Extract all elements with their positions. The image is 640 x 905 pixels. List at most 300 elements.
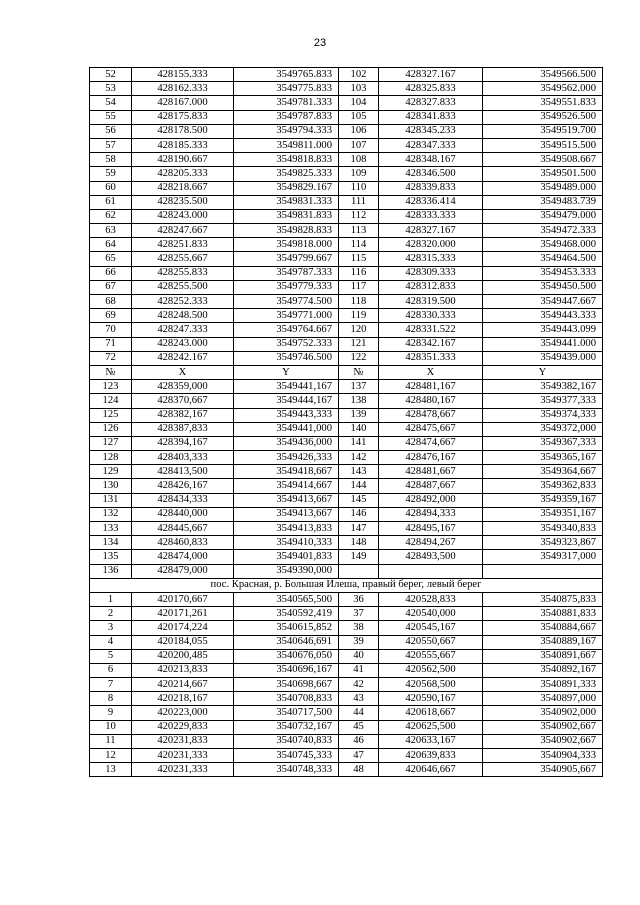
- table-row: [90, 408, 603, 422]
- x-coordinate-cell: 428205.333: [132, 167, 234, 181]
- x-coordinate-cell: 428434,333: [132, 493, 234, 507]
- x-coordinate-cell: 428370,667: [132, 394, 234, 408]
- point-number-cell: 10: [90, 720, 132, 734]
- y-coordinate-cell: 3549828.833: [234, 224, 339, 238]
- y-coordinate-cell: 3549447.667: [483, 295, 603, 309]
- point-number-cell: 127: [90, 436, 132, 450]
- y-coordinate-cell: 3549752.333: [234, 337, 339, 351]
- point-number-cell: 48: [339, 763, 379, 777]
- point-number-cell: 41: [339, 663, 379, 677]
- y-coordinate-cell: 3540748,333: [234, 763, 339, 777]
- x-coordinate-cell: 428359,000: [132, 380, 234, 394]
- y-coordinate-cell: 3549811.000: [234, 138, 339, 152]
- x-coordinate-cell: 420555,667: [379, 649, 483, 663]
- y-coordinate-cell: 3549362,833: [483, 479, 603, 493]
- y-coordinate-cell: 3540696,167: [234, 663, 339, 677]
- point-number-cell: 13: [90, 763, 132, 777]
- y-coordinate-cell: 3540745,333: [234, 749, 339, 763]
- table-row: [90, 323, 603, 337]
- x-coordinate-cell: 428476,167: [379, 451, 483, 465]
- x-coordinate-cell: 428403,333: [132, 451, 234, 465]
- y-coordinate-cell: 3549413,833: [234, 522, 339, 536]
- y-coordinate-cell: 3540740,833: [234, 734, 339, 748]
- point-number-cell: 1: [90, 592, 132, 606]
- y-coordinate-cell: 3549410,333: [234, 536, 339, 550]
- y-coordinate-cell: 3540884,667: [483, 621, 603, 635]
- point-number-cell: 122: [339, 351, 379, 365]
- point-number-cell: 141: [339, 436, 379, 450]
- x-coordinate-cell: 428494,333: [379, 507, 483, 521]
- x-coordinate-cell: 420639,833: [379, 749, 483, 763]
- x-coordinate-cell: 428341.833: [379, 110, 483, 124]
- table-row: [90, 692, 603, 706]
- point-number-cell: 54: [90, 96, 132, 110]
- x-coordinate-cell: 420550,667: [379, 635, 483, 649]
- point-number-cell: 66: [90, 266, 132, 280]
- y-coordinate-cell: 3540565,500: [234, 592, 339, 606]
- x-coordinate-cell: 428339.833: [379, 181, 483, 195]
- y-coordinate-cell: 3549364,667: [483, 465, 603, 479]
- x-coordinate-cell: 428247.333: [132, 323, 234, 337]
- x-coordinate-cell: 428327.167: [379, 224, 483, 238]
- point-number-cell: 123: [90, 380, 132, 394]
- y-coordinate-cell: 3549443.099: [483, 323, 603, 337]
- table-row: [90, 224, 603, 238]
- point-number-cell: 113: [339, 224, 379, 238]
- y-coordinate-cell: 3549443,333: [234, 408, 339, 422]
- x-coordinate-cell: 428347.333: [379, 138, 483, 152]
- table-row: [90, 635, 603, 649]
- point-number-cell: 71: [90, 337, 132, 351]
- coordinates-table: [89, 67, 603, 777]
- y-coordinate-cell: 3549483.739: [483, 195, 603, 209]
- point-number-cell: 46: [339, 734, 379, 748]
- x-coordinate-cell: 428243.000: [132, 209, 234, 223]
- x-coordinate-cell: 428331.522: [379, 323, 483, 337]
- point-number-cell: 139: [339, 408, 379, 422]
- point-number-cell: 149: [339, 550, 379, 564]
- y-coordinate-cell: 3549441,167: [234, 380, 339, 394]
- x-coordinate-cell: 420214,667: [132, 678, 234, 692]
- x-coordinate-cell: 420223,000: [132, 706, 234, 720]
- x-coordinate-cell: 428252.333: [132, 295, 234, 309]
- x-coordinate-cell: 428309.333: [379, 266, 483, 280]
- point-number-cell: 112: [339, 209, 379, 223]
- point-number-cell: 8: [90, 692, 132, 706]
- y-coordinate-cell: 3549418,667: [234, 465, 339, 479]
- x-coordinate-cell: 428255.667: [132, 252, 234, 266]
- y-coordinate-cell: 3540717,500: [234, 706, 339, 720]
- point-number-cell: 134: [90, 536, 132, 550]
- x-coordinate-cell: 420568,500: [379, 678, 483, 692]
- y-coordinate-cell: 3540881,833: [483, 607, 603, 621]
- table-row: [90, 238, 603, 252]
- point-number-cell: 104: [339, 96, 379, 110]
- x-coordinate-cell: 428474,000: [132, 550, 234, 564]
- x-coordinate-cell: [379, 564, 483, 578]
- x-coordinate-cell: 420545,167: [379, 621, 483, 635]
- y-coordinate-cell: 3549439.000: [483, 351, 603, 365]
- y-coordinate-cell: 3549551.833: [483, 96, 603, 110]
- x-coordinate-cell: 420170,667: [132, 592, 234, 606]
- column-header: Y: [483, 365, 603, 379]
- point-number-cell: 146: [339, 507, 379, 521]
- x-coordinate-cell: 420213,833: [132, 663, 234, 677]
- y-coordinate-cell: 3549829.167: [234, 181, 339, 195]
- y-coordinate-cell: 3549468.000: [483, 238, 603, 252]
- y-coordinate-cell: 3549489.000: [483, 181, 603, 195]
- x-coordinate-cell: 428235.500: [132, 195, 234, 209]
- y-coordinate-cell: 3549372,000: [483, 422, 603, 436]
- y-coordinate-cell: 3549508.667: [483, 153, 603, 167]
- point-number-cell: 133: [90, 522, 132, 536]
- table-row: [90, 678, 603, 692]
- x-coordinate-cell: 428493,500: [379, 550, 483, 564]
- x-coordinate-cell: 428336.414: [379, 195, 483, 209]
- y-coordinate-cell: 3549472.333: [483, 224, 603, 238]
- table-row: [90, 195, 603, 209]
- point-number-cell: 58: [90, 153, 132, 167]
- y-coordinate-cell: 3549401,833: [234, 550, 339, 564]
- x-coordinate-cell: 428312.833: [379, 280, 483, 294]
- point-number-cell: 9: [90, 706, 132, 720]
- x-coordinate-cell: 428474,667: [379, 436, 483, 450]
- x-coordinate-cell: 428426,167: [132, 479, 234, 493]
- x-coordinate-cell: 428481,167: [379, 380, 483, 394]
- x-coordinate-cell: 428190.667: [132, 153, 234, 167]
- table-row: [90, 451, 603, 465]
- point-number-cell: 138: [339, 394, 379, 408]
- column-header: X: [379, 365, 483, 379]
- point-number-cell: 119: [339, 309, 379, 323]
- y-coordinate-cell: 3549359,167: [483, 493, 603, 507]
- y-coordinate-cell: 3549774.500: [234, 295, 339, 309]
- y-coordinate-cell: 3549787.333: [234, 266, 339, 280]
- point-number-cell: 130: [90, 479, 132, 493]
- point-number-cell: 148: [339, 536, 379, 550]
- point-number-cell: 70: [90, 323, 132, 337]
- y-coordinate-cell: 3549831.833: [234, 209, 339, 223]
- y-coordinate-cell: 3549377,333: [483, 394, 603, 408]
- point-number-cell: 44: [339, 706, 379, 720]
- y-coordinate-cell: 3549526.500: [483, 110, 603, 124]
- point-number-cell: [339, 564, 379, 578]
- table-row: [90, 252, 603, 266]
- point-number-cell: 106: [339, 124, 379, 138]
- y-coordinate-cell: 3549765.833: [234, 68, 339, 82]
- x-coordinate-cell: 428394,167: [132, 436, 234, 450]
- point-number-cell: 145: [339, 493, 379, 507]
- x-coordinate-cell: 420218,167: [132, 692, 234, 706]
- x-coordinate-cell: 428479,000: [132, 564, 234, 578]
- x-coordinate-cell: 420625,500: [379, 720, 483, 734]
- x-coordinate-cell: 428351.333: [379, 351, 483, 365]
- point-number-cell: 131: [90, 493, 132, 507]
- y-coordinate-cell: 3540592,419: [234, 607, 339, 621]
- x-coordinate-cell: 428255.500: [132, 280, 234, 294]
- x-coordinate-cell: 428445,667: [132, 522, 234, 536]
- table-row: [90, 266, 603, 280]
- x-coordinate-cell: 428480,167: [379, 394, 483, 408]
- y-coordinate-cell: 3549464.500: [483, 252, 603, 266]
- point-number-cell: 137: [339, 380, 379, 394]
- point-number-cell: 61: [90, 195, 132, 209]
- point-number-cell: 126: [90, 422, 132, 436]
- x-coordinate-cell: 428345.233: [379, 124, 483, 138]
- table-row: [90, 706, 603, 720]
- x-coordinate-cell: 428330.333: [379, 309, 483, 323]
- y-coordinate-cell: 3540708,833: [234, 692, 339, 706]
- point-number-cell: 110: [339, 181, 379, 195]
- point-number-cell: 47: [339, 749, 379, 763]
- x-coordinate-cell: 428167.000: [132, 96, 234, 110]
- x-coordinate-cell: 428162.333: [132, 82, 234, 96]
- point-number-cell: 64: [90, 238, 132, 252]
- y-coordinate-cell: 3549413,667: [234, 507, 339, 521]
- table-row: [90, 153, 603, 167]
- y-coordinate-cell: 3540698,667: [234, 678, 339, 692]
- y-coordinate-cell: 3549818.000: [234, 238, 339, 252]
- point-number-cell: 53: [90, 82, 132, 96]
- point-number-cell: 72: [90, 351, 132, 365]
- table-row: [90, 351, 603, 365]
- table-row: [90, 749, 603, 763]
- x-coordinate-cell: 428175.833: [132, 110, 234, 124]
- point-number-cell: 5: [90, 649, 132, 663]
- y-coordinate-cell: 3540646,691: [234, 635, 339, 649]
- x-coordinate-cell: 428251.833: [132, 238, 234, 252]
- y-coordinate-cell: 3549771.000: [234, 309, 339, 323]
- point-number-cell: 120: [339, 323, 379, 337]
- column-header: Y: [234, 365, 339, 379]
- y-coordinate-cell: 3549365,167: [483, 451, 603, 465]
- x-coordinate-cell: 420231,833: [132, 734, 234, 748]
- point-number-cell: 62: [90, 209, 132, 223]
- y-coordinate-cell: 3549764.667: [234, 323, 339, 337]
- y-coordinate-cell: 3540676,050: [234, 649, 339, 663]
- point-number-cell: 67: [90, 280, 132, 294]
- point-number-cell: 135: [90, 550, 132, 564]
- y-coordinate-cell: [483, 564, 603, 578]
- point-number-cell: 36: [339, 592, 379, 606]
- y-coordinate-cell: 3549779.333: [234, 280, 339, 294]
- point-number-cell: 43: [339, 692, 379, 706]
- table-row: [90, 720, 603, 734]
- point-number-cell: 147: [339, 522, 379, 536]
- y-coordinate-cell: 3549367,333: [483, 436, 603, 450]
- point-number-cell: 125: [90, 408, 132, 422]
- table-row: [90, 124, 603, 138]
- x-coordinate-cell: 420229,833: [132, 720, 234, 734]
- point-number-cell: 45: [339, 720, 379, 734]
- section-title: пос. Красная, р. Большая Илеша, правый берег, левый берег: [90, 578, 603, 592]
- x-coordinate-cell: 420528,833: [379, 592, 483, 606]
- table-row: [90, 479, 603, 493]
- point-number-cell: 107: [339, 138, 379, 152]
- y-coordinate-cell: 3540875,833: [483, 592, 603, 606]
- table-row: [90, 422, 603, 436]
- y-coordinate-cell: 3549825.333: [234, 167, 339, 181]
- y-coordinate-cell: 3549519.700: [483, 124, 603, 138]
- table-row: [90, 734, 603, 748]
- table-row: [90, 68, 603, 82]
- point-number-cell: 12: [90, 749, 132, 763]
- column-header: №: [339, 365, 379, 379]
- point-number-cell: 105: [339, 110, 379, 124]
- point-number-cell: 108: [339, 153, 379, 167]
- point-number-cell: 129: [90, 465, 132, 479]
- x-coordinate-cell: 428327.833: [379, 96, 483, 110]
- point-number-cell: 128: [90, 451, 132, 465]
- x-coordinate-cell: 428247.667: [132, 224, 234, 238]
- table-row: [90, 337, 603, 351]
- point-number-cell: 143: [339, 465, 379, 479]
- table-row: [90, 621, 603, 635]
- table-row: [90, 522, 603, 536]
- x-coordinate-cell: 428248.500: [132, 309, 234, 323]
- table-row: [90, 110, 603, 124]
- y-coordinate-cell: 3549501.500: [483, 167, 603, 181]
- point-number-cell: 117: [339, 280, 379, 294]
- y-coordinate-cell: 3540902,667: [483, 720, 603, 734]
- point-number-cell: 118: [339, 295, 379, 309]
- table-row: [90, 394, 603, 408]
- y-coordinate-cell: 3549787.833: [234, 110, 339, 124]
- y-coordinate-cell: 3540902,667: [483, 734, 603, 748]
- table-row: [90, 380, 603, 394]
- x-coordinate-cell: 428242.167: [132, 351, 234, 365]
- y-coordinate-cell: 3549443.333: [483, 309, 603, 323]
- y-coordinate-cell: 3549390,000: [234, 564, 339, 578]
- x-coordinate-cell: 420200,485: [132, 649, 234, 663]
- point-number-cell: 124: [90, 394, 132, 408]
- point-number-cell: 132: [90, 507, 132, 521]
- y-coordinate-cell: 3549351,167: [483, 507, 603, 521]
- x-coordinate-cell: 420590,167: [379, 692, 483, 706]
- point-number-cell: 57: [90, 138, 132, 152]
- x-coordinate-cell: 428475,667: [379, 422, 483, 436]
- x-coordinate-cell: 428155.333: [132, 68, 234, 82]
- x-coordinate-cell: 420231,333: [132, 763, 234, 777]
- table-row: [90, 607, 603, 621]
- point-number-cell: 59: [90, 167, 132, 181]
- x-coordinate-cell: 428255.833: [132, 266, 234, 280]
- x-coordinate-cell: 428320.000: [379, 238, 483, 252]
- y-coordinate-cell: 3549414,667: [234, 479, 339, 493]
- point-number-cell: 121: [339, 337, 379, 351]
- x-coordinate-cell: 420174,224: [132, 621, 234, 635]
- point-number-cell: 6: [90, 663, 132, 677]
- table-row: [90, 763, 603, 777]
- point-number-cell: 114: [339, 238, 379, 252]
- point-number-cell: 2: [90, 607, 132, 621]
- x-coordinate-cell: 428333.333: [379, 209, 483, 223]
- x-coordinate-cell: 428494,267: [379, 536, 483, 550]
- x-coordinate-cell: 428460,833: [132, 536, 234, 550]
- point-number-cell: 144: [339, 479, 379, 493]
- x-coordinate-cell: 420231,333: [132, 749, 234, 763]
- point-number-cell: 63: [90, 224, 132, 238]
- table-row: [90, 550, 603, 564]
- y-coordinate-cell: 3549799.667: [234, 252, 339, 266]
- y-coordinate-cell: 3549479.000: [483, 209, 603, 223]
- y-coordinate-cell: 3540897,000: [483, 692, 603, 706]
- y-coordinate-cell: 3549374,333: [483, 408, 603, 422]
- table-row: [90, 493, 603, 507]
- table-header-row: [90, 365, 603, 379]
- x-coordinate-cell: 428315.333: [379, 252, 483, 266]
- table-row: [90, 280, 603, 294]
- table-row: [90, 436, 603, 450]
- column-header: №: [90, 365, 132, 379]
- y-coordinate-cell: 3549441,000: [234, 422, 339, 436]
- point-number-cell: 65: [90, 252, 132, 266]
- point-number-cell: 142: [339, 451, 379, 465]
- y-coordinate-cell: 3549453.333: [483, 266, 603, 280]
- x-coordinate-cell: 428348.167: [379, 153, 483, 167]
- table-row: [90, 209, 603, 223]
- x-coordinate-cell: 428346.500: [379, 167, 483, 181]
- point-number-cell: 3: [90, 621, 132, 635]
- y-coordinate-cell: 3540891,667: [483, 649, 603, 663]
- y-coordinate-cell: 3549566.500: [483, 68, 603, 82]
- y-coordinate-cell: 3540615,852: [234, 621, 339, 635]
- x-coordinate-cell: 428327.167: [379, 68, 483, 82]
- table-row: [90, 507, 603, 521]
- point-number-cell: 39: [339, 635, 379, 649]
- y-coordinate-cell: 3549831.333: [234, 195, 339, 209]
- table-row: [90, 295, 603, 309]
- table-row: [90, 82, 603, 96]
- table-row: [90, 181, 603, 195]
- table-row: [90, 663, 603, 677]
- page-number: 23: [313, 37, 327, 49]
- point-number-cell: 55: [90, 110, 132, 124]
- x-coordinate-cell: 420184,055: [132, 635, 234, 649]
- x-coordinate-cell: 428492,000: [379, 493, 483, 507]
- x-coordinate-cell: 420646,667: [379, 763, 483, 777]
- x-coordinate-cell: 428487,667: [379, 479, 483, 493]
- point-number-cell: 103: [339, 82, 379, 96]
- y-coordinate-cell: 3549382,167: [483, 380, 603, 394]
- x-coordinate-cell: 420171,261: [132, 607, 234, 621]
- x-coordinate-cell: 428325.833: [379, 82, 483, 96]
- table-row: [90, 536, 603, 550]
- point-number-cell: 56: [90, 124, 132, 138]
- y-coordinate-cell: 3549413,667: [234, 493, 339, 507]
- y-coordinate-cell: 3549746.500: [234, 351, 339, 365]
- y-coordinate-cell: 3540891,333: [483, 678, 603, 692]
- section-title-row: [90, 578, 603, 592]
- point-number-cell: 37: [339, 607, 379, 621]
- x-coordinate-cell: 428478,667: [379, 408, 483, 422]
- table-row: [90, 309, 603, 323]
- x-coordinate-cell: 428185.333: [132, 138, 234, 152]
- table-row: [90, 649, 603, 663]
- y-coordinate-cell: 3549450.500: [483, 280, 603, 294]
- table-row: [90, 96, 603, 110]
- y-coordinate-cell: 3540902,000: [483, 706, 603, 720]
- y-coordinate-cell: 3540904,333: [483, 749, 603, 763]
- table-row: [90, 592, 603, 606]
- point-number-cell: 11: [90, 734, 132, 748]
- point-number-cell: 38: [339, 621, 379, 635]
- x-coordinate-cell: 428387,833: [132, 422, 234, 436]
- y-coordinate-cell: 3549818.833: [234, 153, 339, 167]
- y-coordinate-cell: 3549323,867: [483, 536, 603, 550]
- y-coordinate-cell: 3549436,000: [234, 436, 339, 450]
- x-coordinate-cell: 428382,167: [132, 408, 234, 422]
